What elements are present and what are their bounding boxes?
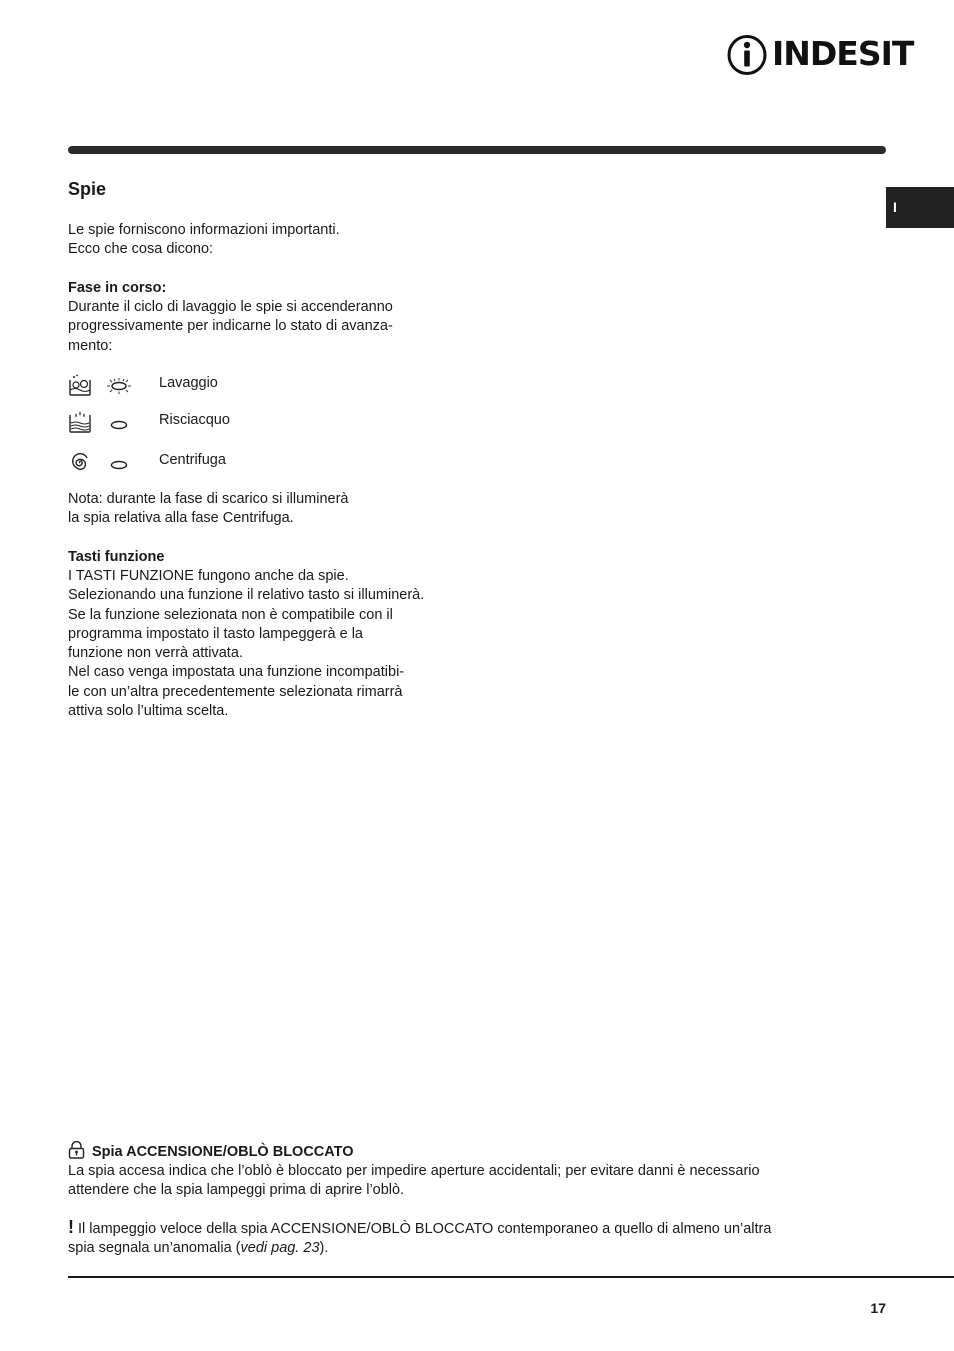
- phase-line: mento:: [68, 337, 113, 354]
- phase-item-wash: [68, 373, 368, 399]
- lock-warning: [68, 1218, 843, 1259]
- intro-line: Le spie forniscono informazioni importanti.: [68, 222, 340, 238]
- page-reference: vedi pag. 23: [240, 1240, 320, 1257]
- padlock-icon: [68, 1141, 85, 1159]
- functions-line: programma impostato il tasto lampeggerà e la: [68, 625, 363, 642]
- rinse-icon: [68, 410, 92, 434]
- lamp-lit-icon: [104, 377, 134, 395]
- header-rule: [68, 146, 886, 154]
- phase-label: Centrifuga: [159, 452, 226, 468]
- spin-icon: [68, 450, 92, 474]
- functions-line: Se la funzione selezionata non è compatibile con il: [68, 606, 393, 623]
- functions-line: funzione non verrà attivata.: [68, 645, 243, 662]
- lock-line: attendere che la spia lampeggi prima di aprire l’oblò.: [68, 1182, 405, 1199]
- intro-text: [68, 221, 443, 260]
- lamp-off-icon: [104, 454, 134, 472]
- functions-line: le con un’altra precedentemente selezionata rimarrà: [68, 683, 403, 700]
- phase-line: progressivamente per indicarne lo stato di avanza-: [68, 318, 393, 335]
- lock-heading: Spia ACCENSIONE/OBLÒ BLOCCATO: [92, 1144, 354, 1160]
- functions-line: attiva solo l’ultima scelta.: [68, 703, 229, 720]
- footer-rule: [68, 1276, 954, 1278]
- brand-name: INDESIT: [772, 34, 914, 73]
- lock-heading-row: [68, 1141, 668, 1161]
- warning-line: [68, 1239, 843, 1258]
- note-line: Nota: durante la fase di scarico si illuminerà: [68, 491, 349, 507]
- intro-line: Ecco che cosa dicono:: [68, 241, 214, 258]
- functions-text: [68, 567, 443, 721]
- note-line: la spia relativa alla fase Centrifuga.: [68, 510, 294, 527]
- phase-line: Durante il ciclo di lavaggio le spie si accenderanno: [68, 299, 393, 315]
- phase-text: [68, 298, 443, 356]
- page-number: 17: [870, 1300, 886, 1316]
- phase-heading: Fase in corso:: [68, 280, 167, 296]
- section-title: Spie: [68, 179, 107, 199]
- functions-heading: Tasti funzione: [68, 549, 165, 565]
- phase-label: Lavaggio: [159, 375, 218, 391]
- wash-icon: [68, 373, 92, 397]
- warning-text: ).: [319, 1240, 329, 1257]
- warning-mark: !: [68, 1217, 74, 1237]
- warning-line: [68, 1218, 843, 1239]
- lamp-off-icon: [104, 414, 134, 432]
- language-tab-label: I: [893, 199, 897, 215]
- brand-logo-icon: [726, 34, 770, 76]
- phase-label: Risciacquo: [159, 412, 230, 428]
- warning-text: Il lampeggio veloce della spia ACCENSIONE/OBLÒ BLOCCATO contemporaneo a quello di almeno un’altra: [78, 1221, 772, 1237]
- functions-line: Selezionando una funzione il relativo tasto si illuminerà.: [68, 587, 425, 604]
- language-tab: [886, 187, 954, 228]
- warning-text: spia segnala un’anomalia (: [68, 1240, 241, 1257]
- phase-item-rinse: [68, 410, 368, 436]
- functions-line: I TASTI FUNZIONE fungono anche da spie.: [68, 568, 349, 584]
- lock-line: La spia accesa indica che l’oblò è bloccato per impedire aperture accidentali; per evitare danni è necessario: [68, 1163, 760, 1179]
- phase-item-spin: [68, 450, 368, 476]
- brand-logo: [726, 34, 914, 76]
- functions-line: Nel caso venga impostata una funzione incompatibi-: [68, 664, 405, 681]
- lock-text: [68, 1162, 843, 1201]
- phase-note: [68, 490, 443, 529]
